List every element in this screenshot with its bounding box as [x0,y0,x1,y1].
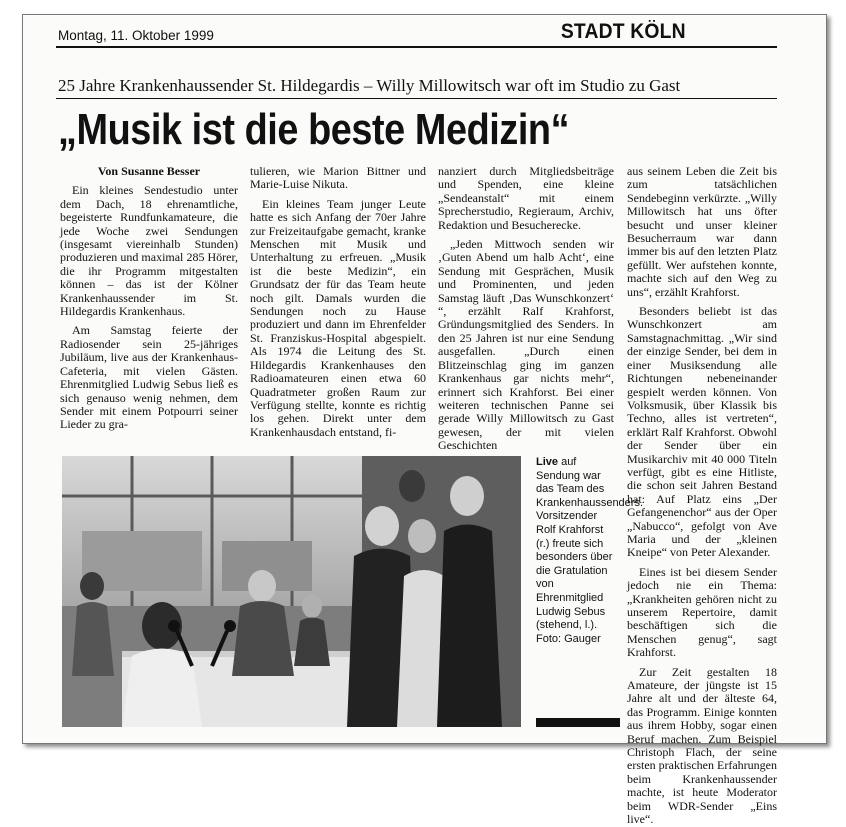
text-column-4 [627,165,777,827]
header-rule [56,46,777,48]
paragraph: Ein kleines Sendestudio unter dem Dach, 18 ehrenamtliche, begeisterte Rundfunkamateure, die jede Woche zwei Sendungen (insgesamt viereinhalb Stunden) produzieren und maximal 285 Hörer, die ihr Programm mitgestalten können – das ist der Kölner Krankenhaussender im St. Hildegardis Krankenhaus. [60,183,238,319]
issue-date: Montag, 11. Oktober 1999 [58,28,214,43]
paragraph: Eines ist bei diesem Sender jedoch nie ein Thema: „Krankheiten gehören nicht zu unserem Repertoire, damit beschäftigen sich die Menschen genug“, sagt Krahforst. [627,564,777,660]
paragraph: aus seinem Leben die Zeit bis zum tatsächlichen Sendebeginn verkürzte. „Willy Millowitsch hat uns öfter besucht und unser kleiner Besucherraum war dann immer bis auf den letzten Platz gefüllt. Wer aufstehen konnte, machte sich auf den Weg zu uns“, erzählt Krahforst. [627,164,777,299]
photo-caption [536,456,644,646]
photo-credit: Foto: Gauger [536,632,601,645]
paragraph: „Jeden Mittwoch senden wir ‚Guten Abend um halb Acht‘, eine Sendung mit Gesprächen, Musik und Prominenten, und jeden Samstag läuft ‚Das Wunschkonzert‘ “, erzählt Ralf Krahforst, Gründungsmitglied des Senders. In den 25 Jahren ist nur eine Sendung ausgefallen. „Durch einen Blitzeinschlag ging im ganzen Krankenhaus gar nichts mehr“, erinnert sich Krahforst. Bei einer weiteren technischen Panne sei gerade Willy Millowitsch zu Gast gewesen, der mit vielen Geschichten [438,237,614,453]
paragraph: Zur Zeit gestalten 18 Amateure, der jüngste ist 15 Jahre alt und der älteste 64, das Programm. Einige konnten aus ihrem Hobby, sogar einen Beruf machen. Zum Beispiel Christoph Flach, der seine ersten praktischen Erfahrungen beim Krankenhaussender machte, ist heute Moderator beim WDR-Sender „Eins live“. [627,664,777,827]
caption-lead: Live [536,456,559,468]
article-photo [62,456,521,727]
paragraph: Am Samstag feierte der Radiosender sein 25-jähriges Jubiläum, live aus der Krankenhaus-Cafeteria, mit vielen Gästen. Ehrenmitglied Ludwig Sebus ließ es sich genauso wenig nehmen, dem Sender mit einem Potpourri seiner Lieder zu gra- [60,323,238,432]
text-column-2 [250,165,426,439]
byline: Von Susanne Besser [97,164,201,178]
kicker-rule [56,98,777,99]
text-column-3 [438,165,614,453]
caption-text: auf Sendung war das Team des Krankenhaussenders. Vorsitzender Rolf Krahforst (r.) freute sich besonders über die Gratulation von Ehrenmitglied Ludwig Sebus (stehend, l.). [536,456,644,632]
paragraph: Ein kleines Team junger Leute hatte es sich Anfang der 70er Jahre zur Freizeitaufgabe gemacht, kranke Menschen mit Musik und Unterhaltung zu erfreuen. „Musik ist die beste Medizin“, ein Grundsatz der für das Team heute noch gilt. Damals wurden die Sendungen noch zu Hause produziert und dann im Ehrenfelder St. Franziskus-Hospital abgespielt. Als 1974 die Leitung des St. Hildegardis Krankenhauses den Radioamateuren einen etwa 60 Quadratmeter großen Raum zur Verfügung stellte, konnte es richtig los gehen. Direkt unter dem Krankenhausdach entstand, fi- [250,196,426,439]
article-headline: „Musik ist die beste Medizin“ [58,105,570,154]
article-kicker: 25 Jahre Krankenhaussender St. Hildegardis – Willy Millowitsch war oft im Studio zu Gast [58,76,681,95]
paragraph: nanziert durch Mitgliedsbeiträge und Spenden, eine kleine „Sendeanstalt“ mit einem Sprecherstudio, Regieraum, Archiv, Redaktion und Besucherecke. [438,164,614,232]
paragraph: tulieren, wie Marion Bittner und Marie-Luise Nikuta. [250,164,426,192]
caption-bar [536,718,620,727]
text-column-1 [60,165,238,432]
section-title: STADT KÖLN [561,20,686,43]
photo-illustration [62,456,521,727]
paragraph: Besonders beliebt ist das Wunschkonzert am Samstagnachmittag. „Wir sind der einzige Sender, bei dem in einer Musiksendung alle Richtungen nebeneinander gespielt werden können. Von Volksmusik, über Klassik bis Techno, alles ist vertreten“, erklärt Ralf Krahforst. Obwohl der Sender über ein Musikarchiv mit 40 000 Titeln verfügt, gibt es eine Hitliste, die schon seit Jahren Bestand hat: Auf Platz eins „Der Gefangenenchor“ aus der Oper „Nabucco“, gefolgt von Ave Maria und der „kleinen Kneipe“ von Peter Alexander. [627,304,777,560]
